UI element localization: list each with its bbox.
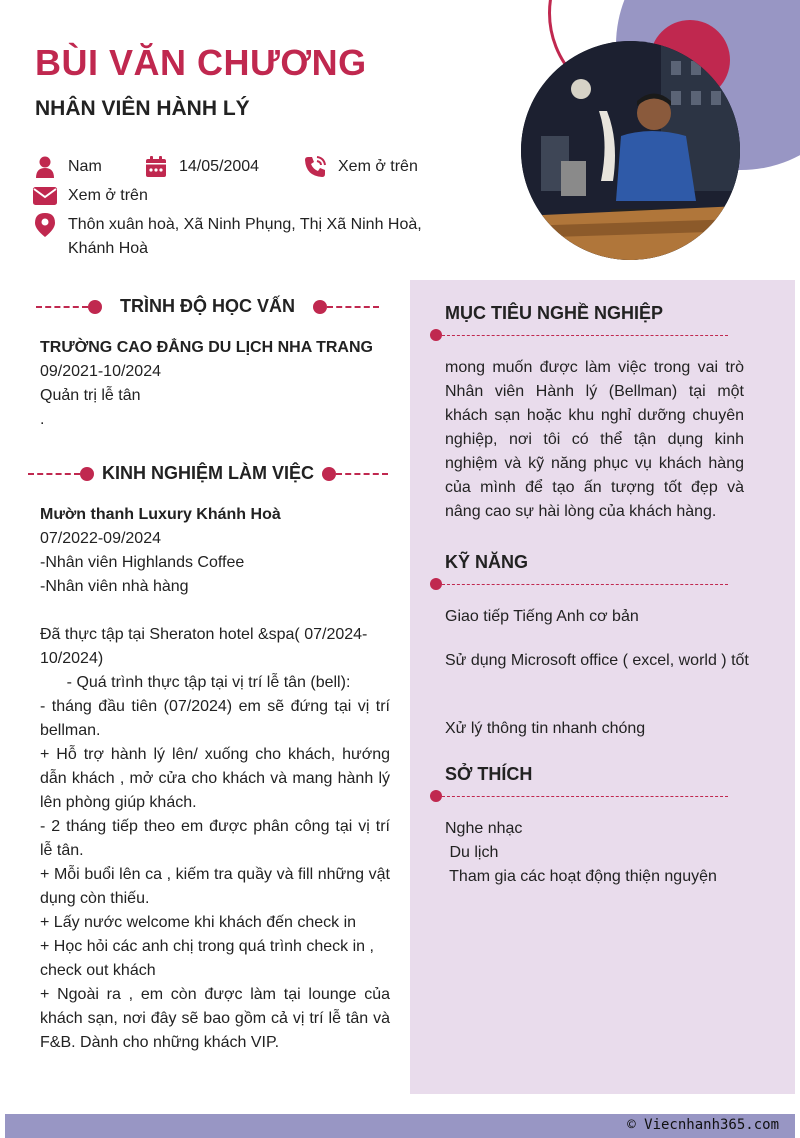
experience-role-2: -Nhân viên nhà hàng — [40, 578, 189, 595]
experience-paragraph-5: + Lấy nước welcome khi khách đến check in — [40, 914, 357, 931]
experience-paragraph-6: + Học hỏi các anh chị trong quá trình check in , check out khách — [40, 938, 374, 979]
heading-dot-right — [322, 467, 336, 481]
experience-paragraph-7: + Ngoài ra , em còn được làm tại lounge của khách sạn, nơi đây sẽ bao gồm cả vị trí lễ tân và F&B. Dành cho những khách VIP. — [40, 986, 390, 1051]
objective-rule — [430, 329, 728, 341]
heading-dot-right — [313, 300, 327, 314]
candidate-name: BÙI VĂN CHƯƠNG — [35, 42, 367, 83]
envelope-icon — [33, 184, 57, 208]
education-heading-row — [36, 296, 379, 317]
email-value: Xem ở trên — [68, 187, 148, 204]
address-info — [33, 213, 422, 261]
education-title: TRÌNH ĐỘ HỌC VẤN — [120, 296, 295, 316]
gender-value: Nam — [68, 158, 102, 175]
skill-item-1: Giao tiếp Tiếng Anh cơ bản — [445, 608, 639, 625]
education-major: Quản trị lễ tân — [40, 387, 141, 404]
rule-dot — [430, 329, 442, 341]
hobby-item-3: Tham gia các hoạt động thiện nguyện — [445, 868, 717, 885]
internship-process: - Quá trình thực tập tại vị trí lễ tân (bell): — [40, 674, 351, 691]
experience-title: KINH NGHIỆM LÀM VIỆC — [102, 463, 315, 483]
rule-dot — [430, 790, 442, 802]
education-note: . — [40, 411, 45, 428]
gender-info — [33, 155, 102, 179]
skill-item-2: Sử dụng Microsoft office ( excel, world ) tốt — [445, 652, 749, 669]
experience-period: 07/2022-09/2024 — [40, 530, 161, 547]
education-period: 09/2021-10/2024 — [40, 363, 161, 380]
hobbies-rule — [430, 790, 728, 802]
hobby-item-1: Nghe nhạc — [445, 820, 523, 837]
objective-title: MỤC TIÊU NGHỀ NGHIỆP — [445, 303, 664, 323]
job-position: NHÂN VIÊN HÀNH LÝ — [35, 97, 250, 120]
profile-photo — [521, 41, 740, 260]
phone-icon — [303, 155, 327, 179]
footer-bar — [5, 1114, 795, 1138]
address-line-1: Thôn xuân hoà, Xã Ninh Phụng, Thị Xã Ninh Hoà, — [68, 216, 422, 233]
heading-dash-right — [327, 306, 379, 308]
person-icon — [33, 155, 57, 179]
hobbies-title: SỞ THÍCH — [445, 764, 533, 784]
birthday-value: 14/05/2004 — [179, 158, 260, 175]
hobby-item-2: Du lịch — [445, 844, 499, 861]
rule-dot — [430, 578, 442, 590]
rule-dash — [442, 584, 728, 585]
heading-dash-left — [28, 473, 80, 475]
experience-paragraph-4: + Mỗi buổi lên ca , kiếm tra quầy và fill những vật dụng còn thiếu. — [40, 866, 390, 907]
phone-info — [303, 155, 418, 179]
birthday-info — [144, 155, 259, 179]
experience-heading-row — [28, 463, 388, 484]
internship-line-1: Đã thực tập tại Sheraton hotel &spa( 07/2024- — [40, 626, 368, 643]
heading-dot-left — [80, 467, 94, 481]
rule-dash — [442, 796, 728, 797]
skills-title: KỸ NĂNG — [445, 552, 529, 572]
internship-line-2: 10/2024) — [40, 650, 104, 667]
heading-dot-left — [88, 300, 102, 314]
phone-value: Xem ở trên — [338, 158, 418, 175]
rule-dash — [442, 335, 728, 336]
school-name: TRƯỜNG CAO ĐẲNG DU LỊCH NHA TRANG — [40, 339, 373, 356]
heading-dash-right — [336, 473, 388, 475]
footer-copyright: © Viecnhanh365.com — [627, 1117, 779, 1133]
heading-dash-left — [36, 306, 88, 308]
skills-rule — [430, 578, 728, 590]
calendar-icon — [144, 155, 168, 179]
objective-text: mong muốn được làm việc trong vai trò Nhân viên Hành lý (Bellman) tại một khách sạn hoặc khu nghỉ dưỡng chuyên nghiệp, nơi tôi có thể tận dụng kinh nghiệm và kỹ năng phục vụ khách hàng của mình để tạo ấn tượng tốt đẹp và nâng cao sự hài lòng của khách hàng. — [445, 359, 744, 520]
email-info — [33, 184, 148, 208]
address-line-2: Khánh Hoà — [68, 240, 149, 257]
skill-item-3: Xử lý thông tin nhanh chóng — [445, 720, 646, 737]
experience-paragraph-3: - 2 tháng tiếp theo em được phân công tại vị trí lễ tân. — [40, 818, 390, 859]
experience-paragraph-1: - tháng đầu tiên (07/2024) em sẽ đứng tại vị trí bellman. — [40, 698, 390, 739]
map-pin-icon — [33, 213, 57, 237]
company-name: Mườn thanh Luxury Khánh Hoà — [40, 506, 281, 523]
experience-paragraph-2: + Hỗ trợ hành lý lên/ xuống cho khách, hướng dẫn khách , mở cửa cho khách và mang hành lý lên phòng giúp khách. — [40, 746, 390, 811]
experience-role-1: -Nhân viên Highlands Coffee — [40, 554, 245, 571]
